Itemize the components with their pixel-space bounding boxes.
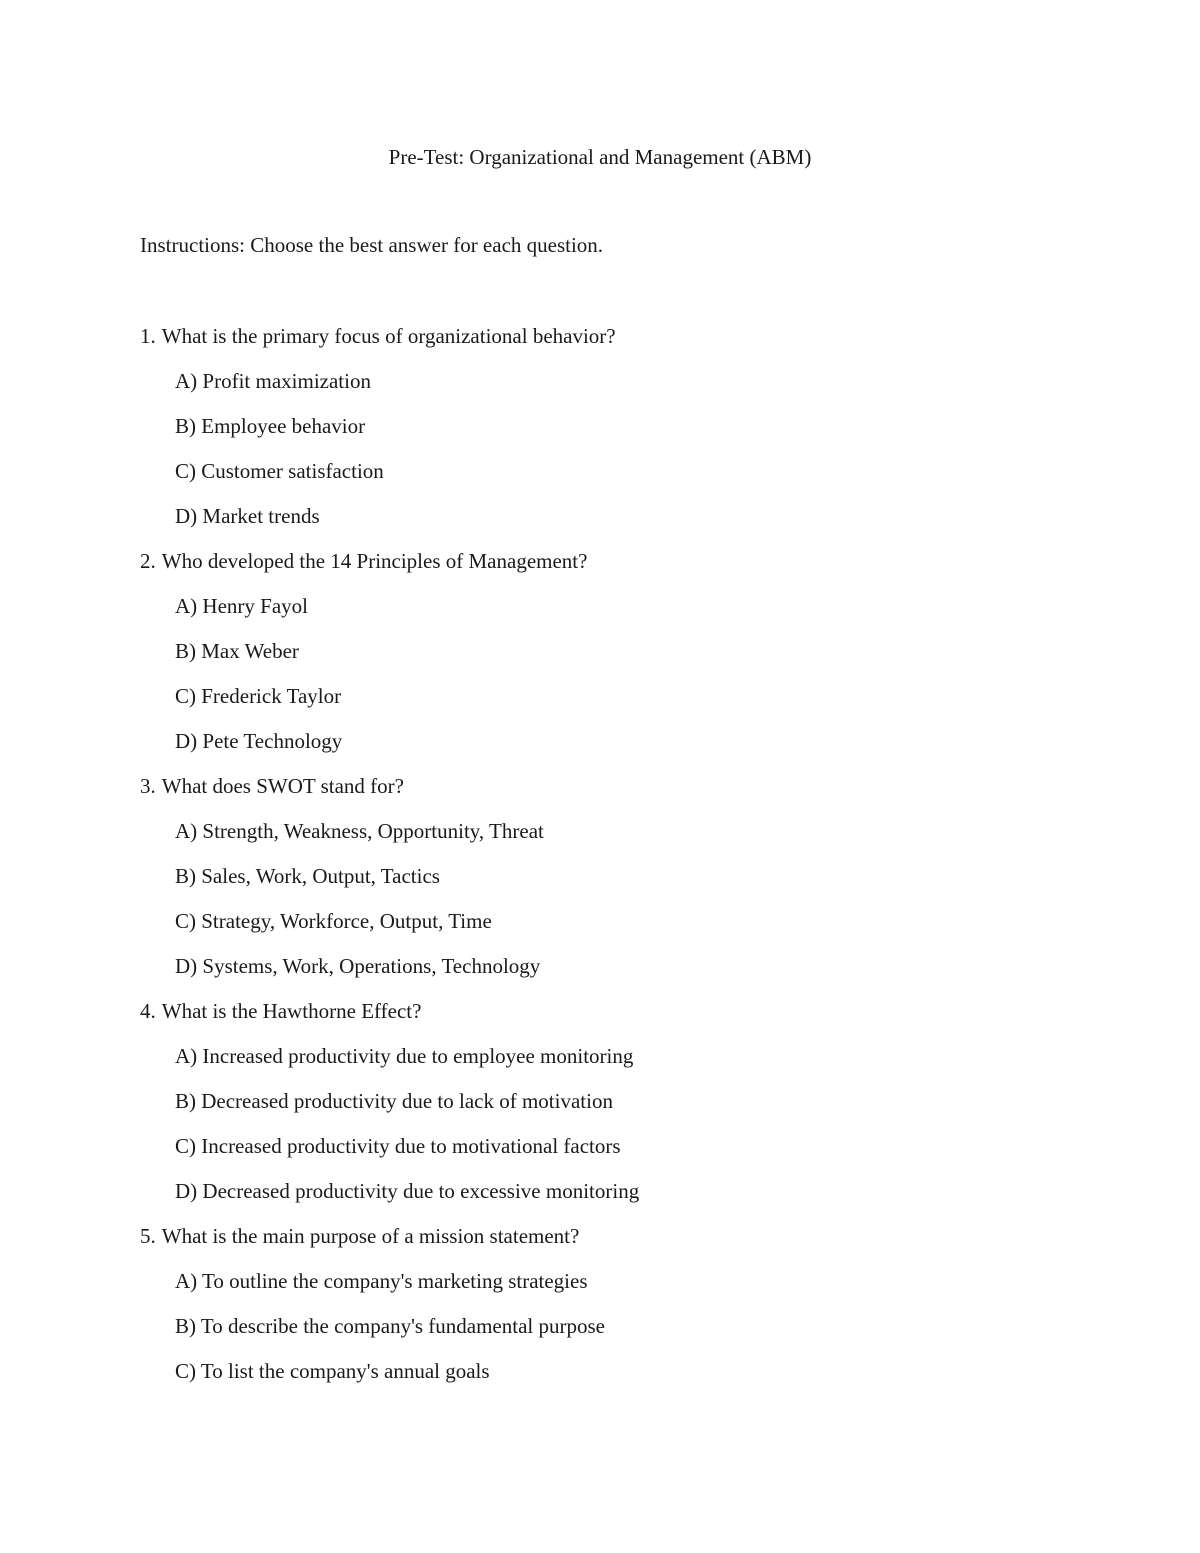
question-prompt: [140, 1220, 1040, 1265]
answer-option: A) Henry Fayol: [175, 594, 308, 618]
question-prompt: [140, 995, 1040, 1040]
answer-option: C) Increased productivity due to motivational factors: [175, 1134, 621, 1158]
answer-option: C) Frederick Taylor: [175, 684, 342, 708]
page-title: Pre-Test: Organizational and Management (ABM): [388, 145, 812, 169]
question-prompt: [140, 320, 1040, 365]
question-text: What is the primary focus of organizational behavior?: [161, 324, 616, 348]
instructions-text: Instructions: Choose the best answer for each question.: [140, 233, 604, 257]
question-item: [140, 545, 1040, 770]
answer-option: B) Decreased productivity due to lack of motivation: [175, 1089, 613, 1113]
answer-option: A) Profit maximization: [175, 369, 371, 393]
answer-option: D) Market trends: [175, 504, 320, 528]
question-prompt: [140, 545, 1040, 590]
answer-option: D) Decreased productivity due to excessive monitoring: [175, 1179, 640, 1203]
question-number: 4.: [140, 999, 156, 1023]
question-text: Who developed the 14 Principles of Management?: [161, 549, 588, 573]
question-item: [140, 320, 1040, 545]
answer-option: B) To describe the company's fundamental purpose: [175, 1314, 605, 1338]
answer-option: B) Sales, Work, Output, Tactics: [175, 864, 440, 888]
question-number: 2.: [140, 549, 156, 573]
answer-option: B) Max Weber: [175, 639, 299, 663]
question-prompt: [140, 770, 1040, 815]
answer-option: C) Customer satisfaction: [175, 459, 384, 483]
answer-option: C) Strategy, Workforce, Output, Time: [175, 909, 492, 933]
question-text: What does SWOT stand for?: [161, 774, 404, 798]
question-list: [140, 320, 1040, 1400]
question-item: [140, 770, 1040, 995]
answer-option: A) Increased productivity due to employee monitoring: [175, 1044, 634, 1068]
question-item: [140, 995, 1040, 1220]
question-number: 5.: [140, 1224, 156, 1248]
answer-option: C) To list the company's annual goals: [175, 1359, 490, 1383]
question-text: What is the Hawthorne Effect?: [161, 999, 422, 1023]
question-text: What is the main purpose of a mission statement?: [161, 1224, 580, 1248]
question-number: 3.: [140, 774, 156, 798]
question-number: 1.: [140, 324, 156, 348]
answer-option: A) To outline the company's marketing strategies: [175, 1269, 588, 1293]
answer-option: A) Strength, Weakness, Opportunity, Threat: [175, 819, 544, 843]
question-item: [140, 1220, 1040, 1400]
answer-option: B) Employee behavior: [175, 414, 366, 438]
answer-option: D) Pete Technology: [175, 729, 343, 753]
answer-option: D) Systems, Work, Operations, Technology: [175, 954, 541, 978]
